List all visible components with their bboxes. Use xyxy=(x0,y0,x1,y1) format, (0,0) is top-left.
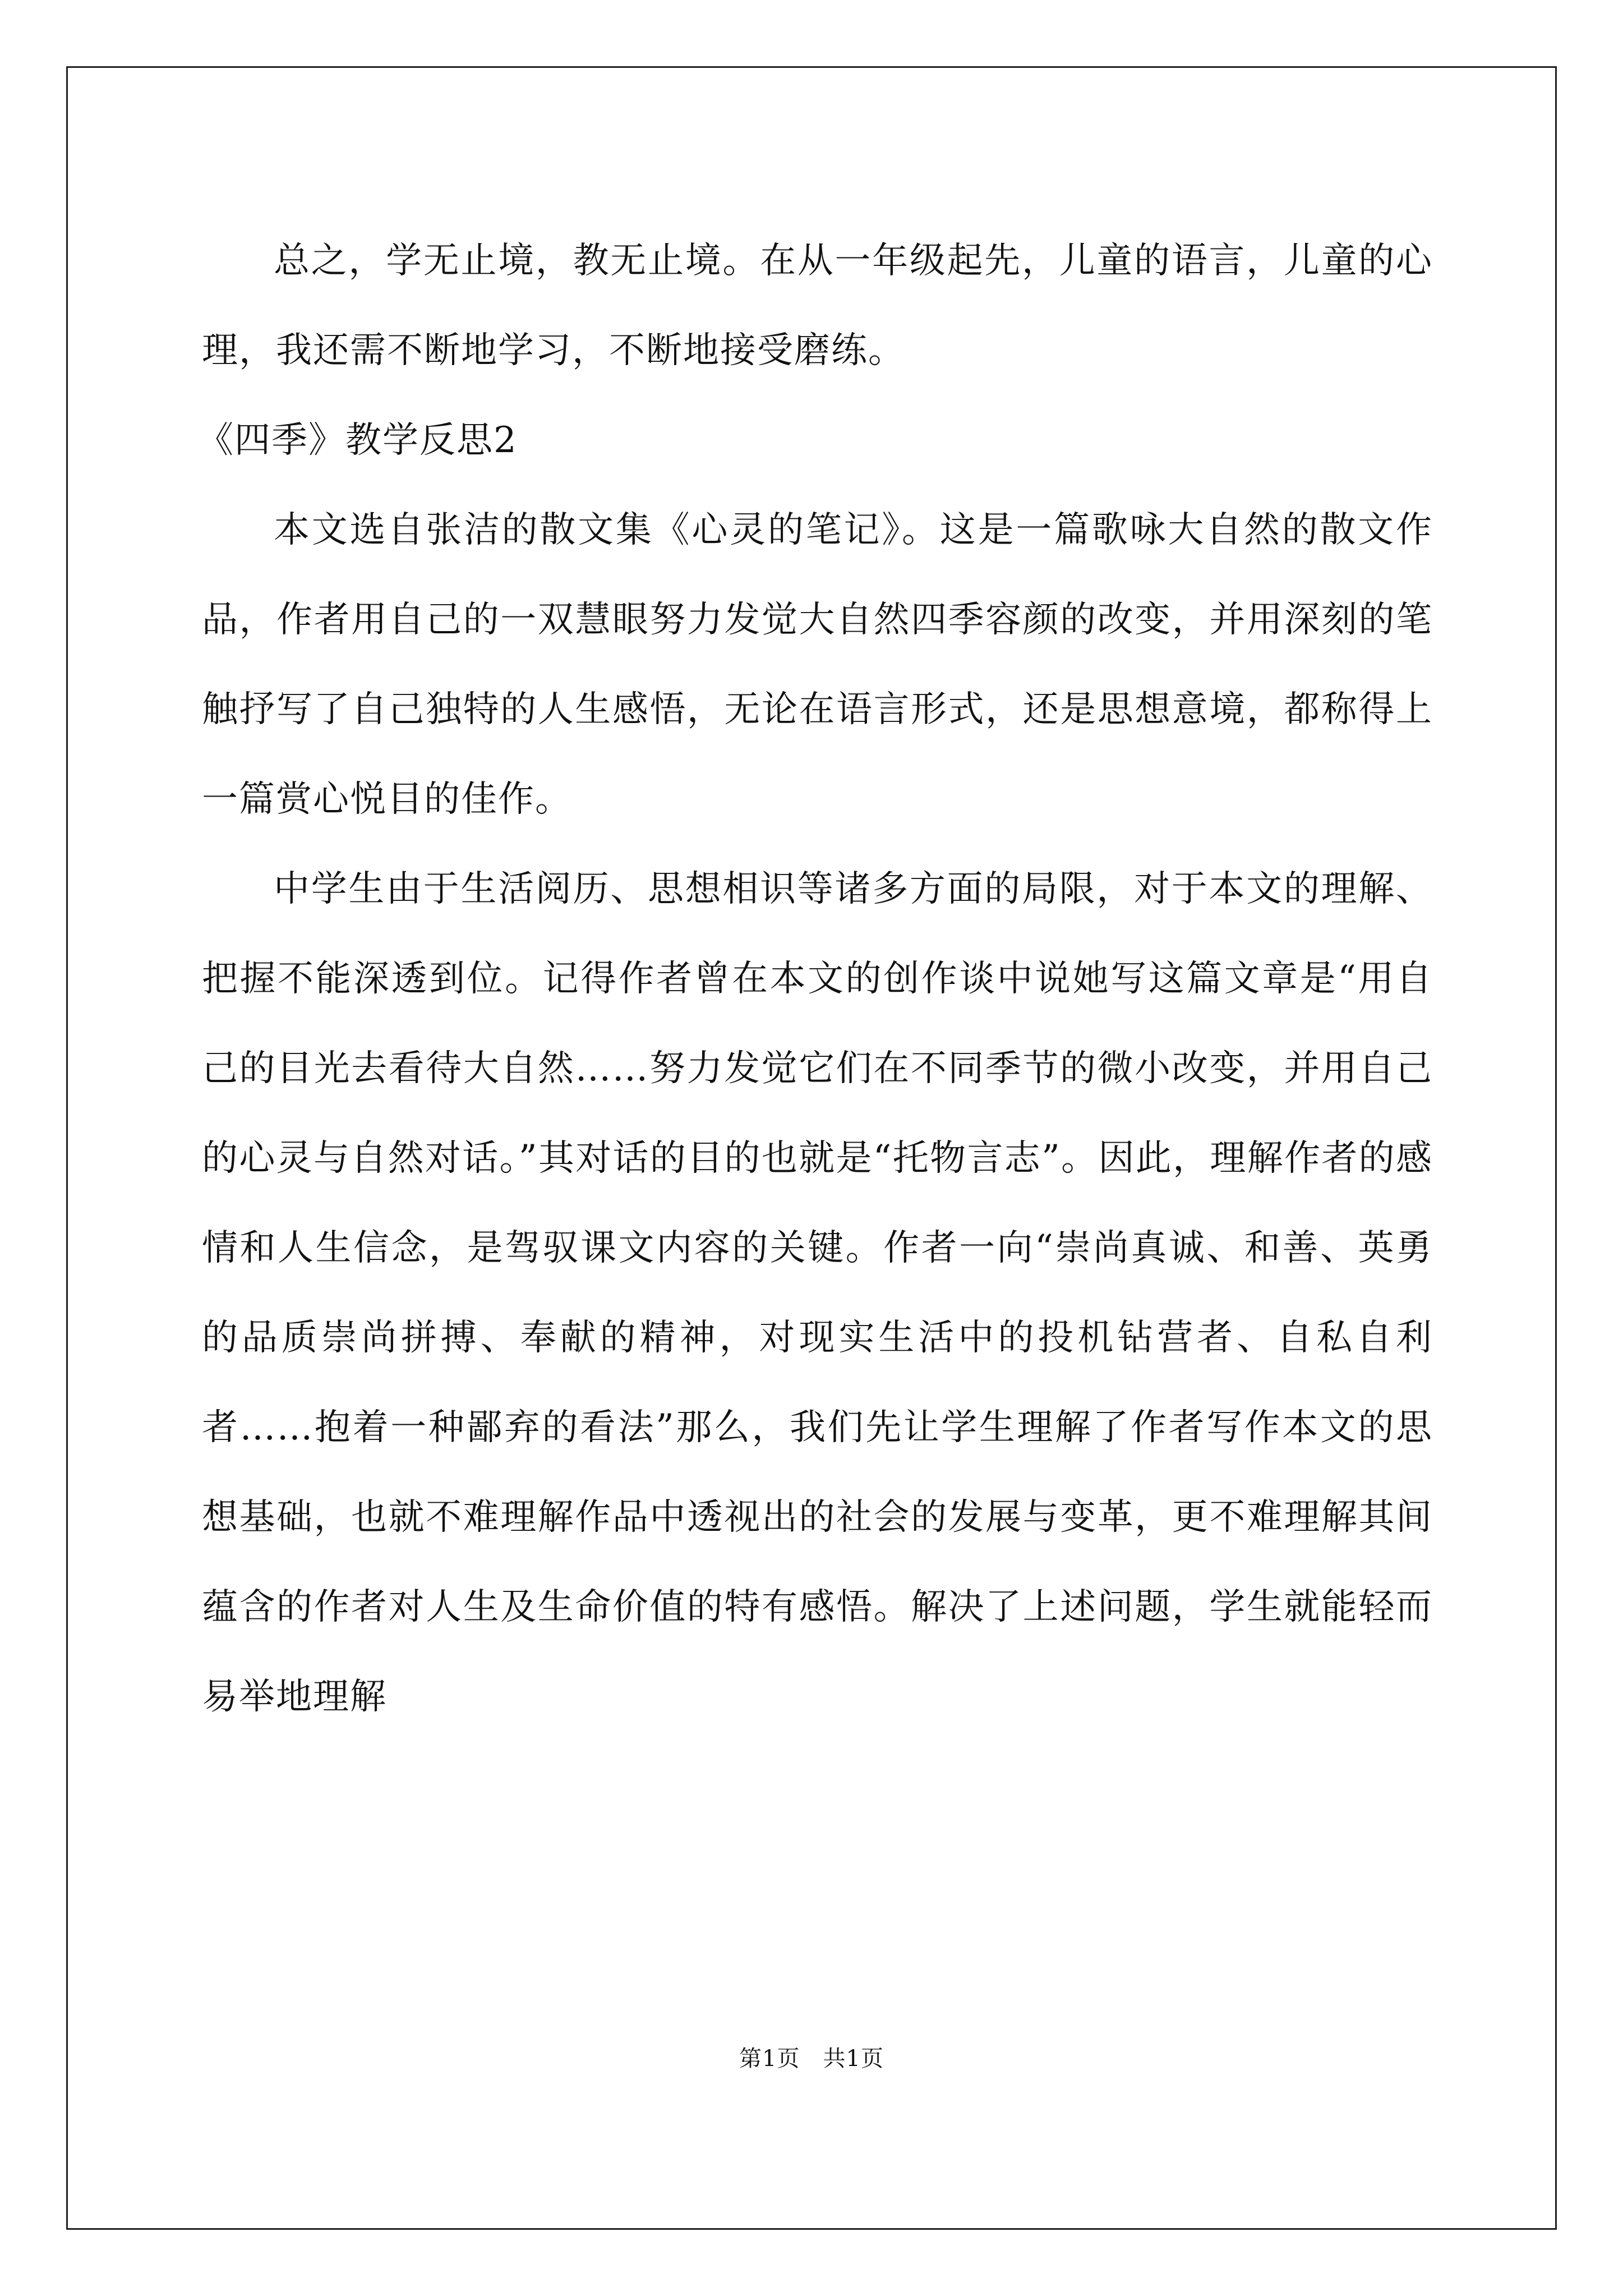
section-heading: 《四季》教学反思2 xyxy=(197,420,518,461)
page-footer: 第1页 共1页 xyxy=(739,2046,884,2072)
paragraph-analysis: 中学生由于生活阅历、思想相识等诸多方面的局限，对于本文的理解、把握不能深透到位。记得作者曾在本文的创作谈中说她写这篇文章是“用自己的目光去看待大自然……努力发觉它们在不同季节的微小改变，并用自己的心灵与自然对话。”其对话的目的也就是“托物言志”。因此，理解作者的感情和人生信念，是驾驭课文内容的关键。作者一向“崇尚真诚、和善、英勇的品质崇尚拼搏、奉献的精神，对现实生活中的投机钻营者、自私自利者……抱着一种鄙弃的看法”那么，我们先让学生理解了作者写作本文的思想基础，也就不难理解作品中透视出的社会的发展与变革，更不难理解其间蕴含的作者对人生及生命价值的特有感悟。解决了上述问题，学生就能轻而易举地理解 xyxy=(202,868,1433,1718)
document-body xyxy=(197,216,1433,1742)
paragraph-intro: 本文选自张洁的散文集《心灵的笔记》。这是一篇歌咏大自然的散文作品，作者用自己的一双慧眼努力发觉大自然四季容颜的改变，并用深刻的笔触抒写了自己独特的人生感悟，无论在语言形式，还是思想意境，都称得上一篇赏心悦目的佳作。 xyxy=(202,509,1433,820)
paragraph-conclusion: 总之，学无止境，教无止境。在从一年级起先，儿童的语言，儿童的心理，我还需不断地学习，不断地接受磨练。 xyxy=(202,240,1433,371)
